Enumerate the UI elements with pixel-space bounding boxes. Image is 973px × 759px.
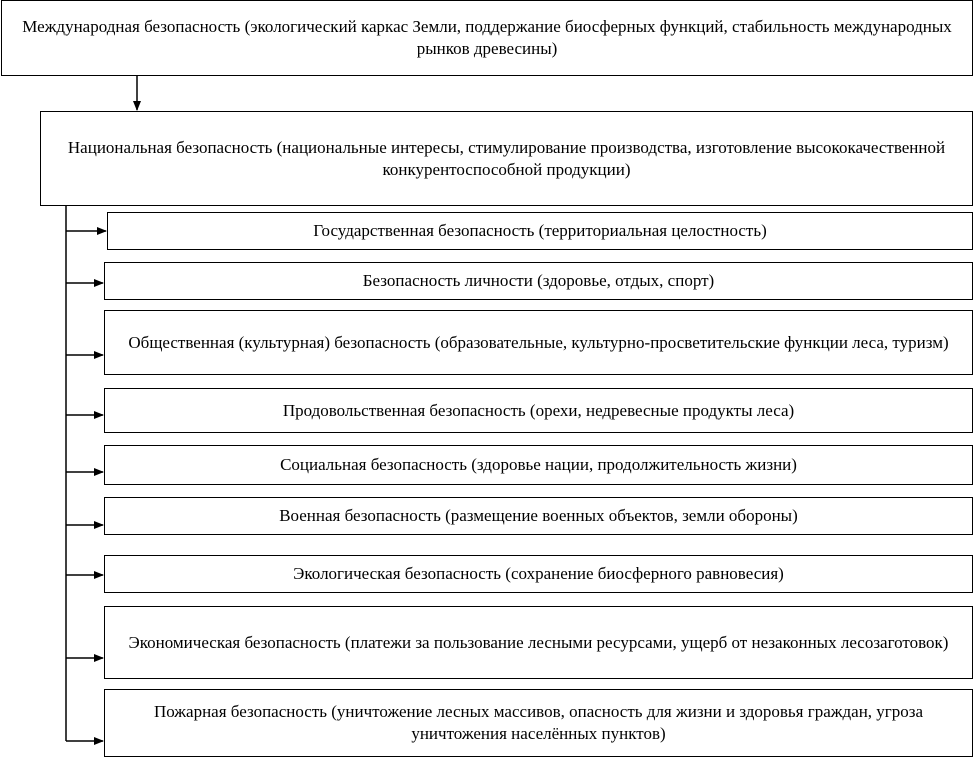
public-security-box bbox=[104, 310, 973, 375]
food-security-box bbox=[104, 388, 973, 433]
item-text: Безопасность личности (здоровье, отдых, спорт) bbox=[362, 271, 715, 290]
personal-security-box bbox=[104, 262, 973, 300]
national-security-text: Национальная безопасность (национальные интересы, стимулирование производства, изготовление высококачественной конкурентоспособной продукции) bbox=[67, 137, 946, 179]
state-security-box bbox=[107, 212, 973, 250]
item-text: Продовольственная безопасность (орехи, недревесные продукты леса) bbox=[282, 400, 795, 420]
fire-security-box bbox=[104, 689, 973, 757]
item-text: Военная безопасность (размещение военных объектов, земли обороны) bbox=[279, 506, 798, 525]
international-security-text: Международная безопасность (экологический каркас Земли, поддержание биосферных функций, стабильность международных рынков древесины) bbox=[22, 17, 952, 58]
item-text: Социальная безопасность (здоровье нации, продолжительность жизни) bbox=[280, 455, 797, 474]
item-text: Общественная (культурная) безопасность (образовательные, культурно-просветительские функции леса, туризм) bbox=[128, 332, 949, 352]
military-security-box bbox=[104, 497, 973, 535]
item-text: Пожарная безопасность (уничтожение лесных массивов, опасность для жизни и здоровья граждан, угроза уничтожения населённых пунктов) bbox=[153, 702, 924, 743]
item-text: Государственная безопасность (территориальная целостность) bbox=[313, 221, 767, 240]
ecological-security-box bbox=[104, 555, 973, 593]
item-text: Экономическая безопасность (платежи за пользование лесными ресурсами, ущерб от незаконных лесозаготовок) bbox=[128, 632, 949, 652]
international-security-box bbox=[1, 0, 973, 76]
item-text: Экологическая безопасность (сохранение биосферного равновесия) bbox=[293, 564, 784, 583]
social-security-box bbox=[104, 445, 973, 485]
national-security-box bbox=[40, 111, 973, 206]
economic-security-box bbox=[104, 606, 973, 679]
